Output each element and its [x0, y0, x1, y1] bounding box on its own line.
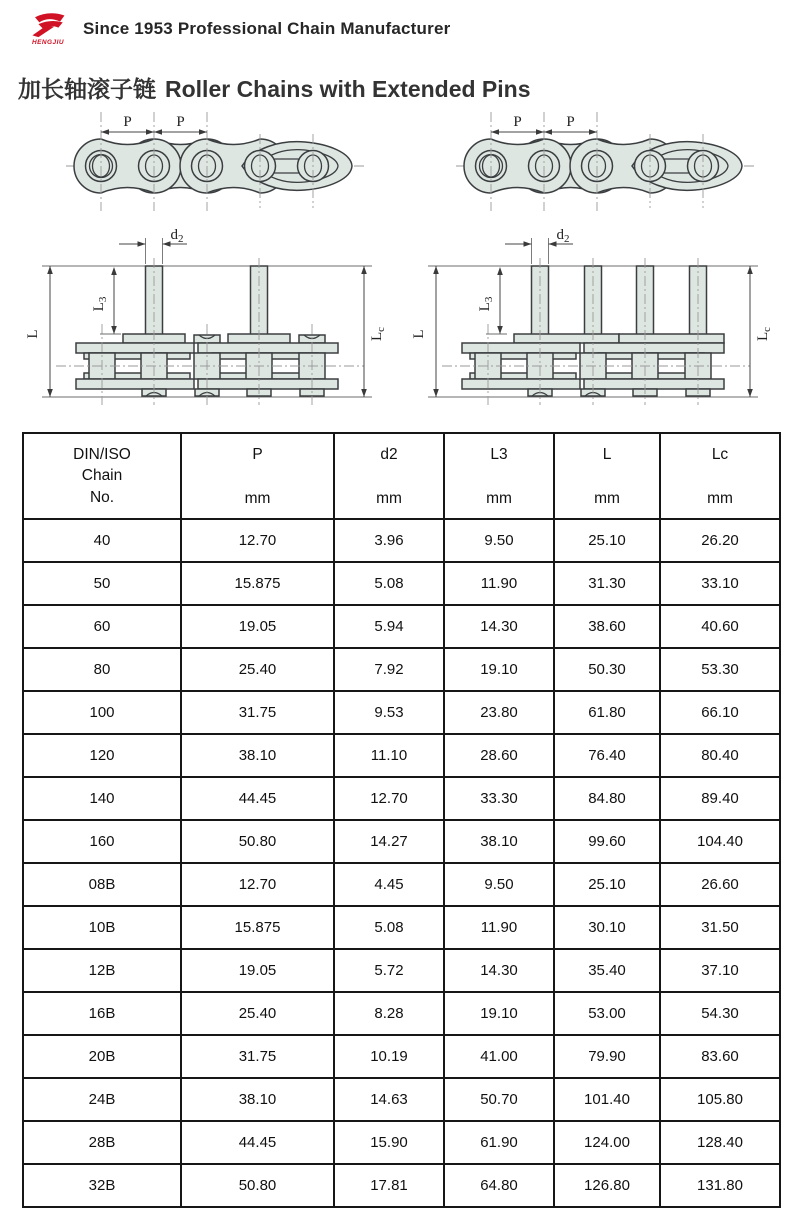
- table-row: [23, 519, 780, 562]
- cell-lc: 54.30: [660, 992, 780, 1035]
- cell-chain-no: 16B: [23, 992, 181, 1035]
- connecting-length-label: $L_c$: [369, 326, 387, 342]
- hengjiu-logo: [26, 12, 70, 46]
- cell-chain-no: 12B: [23, 949, 181, 992]
- cell-d2: 3.96: [334, 519, 444, 562]
- cell-chain-no: 120: [23, 734, 181, 777]
- dimension-table: [22, 432, 781, 1208]
- cell-l: 53.00: [554, 992, 660, 1035]
- cell-d2: 8.28: [334, 992, 444, 1035]
- cell-d2: 11.10: [334, 734, 444, 777]
- pin-diameter-label: $d_2$: [556, 227, 570, 245]
- col-label-l: L: [602, 446, 612, 463]
- table-row: [23, 1121, 780, 1164]
- cell-p: 38.10: [181, 1078, 334, 1121]
- cell-l: 84.80: [554, 777, 660, 820]
- cell-chain-no: 08B: [23, 863, 181, 906]
- cell-lc: 37.10: [660, 949, 780, 992]
- cell-l3: 19.10: [444, 648, 554, 691]
- cell-l: 30.10: [554, 906, 660, 949]
- cell-l: 25.10: [554, 863, 660, 906]
- cell-l: 61.80: [554, 691, 660, 734]
- pin-diameter-label: $d_2$: [170, 227, 184, 245]
- cell-l3: 19.10: [444, 992, 554, 1035]
- col-header-l3: [444, 433, 554, 519]
- page-title-en: Roller Chains with Extended Pins: [165, 76, 531, 103]
- cell-l3: 11.90: [444, 562, 554, 605]
- table-row: [23, 605, 780, 648]
- cell-p: 25.40: [181, 992, 334, 1035]
- table-header-row: [23, 433, 780, 519]
- cell-p: 44.45: [181, 777, 334, 820]
- cell-p: 15.875: [181, 562, 334, 605]
- cell-lc: 131.80: [660, 1164, 780, 1207]
- cell-chain-no: 24B: [23, 1078, 181, 1121]
- cell-l3: 14.30: [444, 605, 554, 648]
- cell-lc: 33.10: [660, 562, 780, 605]
- cell-lc: 26.60: [660, 863, 780, 906]
- cell-lc: 128.40: [660, 1121, 780, 1164]
- table-row: [23, 734, 780, 777]
- cell-l3: 11.90: [444, 906, 554, 949]
- cell-p: 31.75: [181, 691, 334, 734]
- connecting-length-label: $L_c$: [755, 326, 773, 342]
- cell-p: 19.05: [181, 949, 334, 992]
- cell-l: 31.30: [554, 562, 660, 605]
- col-unit-p: mm: [244, 490, 271, 507]
- cell-d2: 15.90: [334, 1121, 444, 1164]
- cell-p: 12.70: [181, 863, 334, 906]
- cell-d2: 17.81: [334, 1164, 444, 1207]
- col-unit-l: mm: [594, 490, 620, 507]
- table-row: [23, 648, 780, 691]
- extension-length-label: $L_3$: [91, 296, 109, 312]
- cell-l3: 41.00: [444, 1035, 554, 1078]
- cell-p: 50.80: [181, 820, 334, 863]
- cell-p: 50.80: [181, 1164, 334, 1207]
- cell-lc: 89.40: [660, 777, 780, 820]
- col-label-p: P: [252, 446, 263, 463]
- cell-d2: 14.63: [334, 1078, 444, 1121]
- cell-d2: 4.45: [334, 863, 444, 906]
- page-title-zh: 加长轴滚子链: [18, 76, 156, 103]
- cell-lc: 66.10: [660, 691, 780, 734]
- cell-chain-no: 50: [23, 562, 181, 605]
- table-row: [23, 1078, 780, 1121]
- cell-chain-no: 100: [23, 691, 181, 734]
- table-row: [23, 992, 780, 1035]
- cell-p: 31.75: [181, 1035, 334, 1078]
- table-row: [23, 1164, 780, 1207]
- cell-p: 38.10: [181, 734, 334, 777]
- cell-d2: 5.94: [334, 605, 444, 648]
- cell-lc: 31.50: [660, 906, 780, 949]
- diagram-chain-top-view-right: [446, 98, 766, 218]
- cell-d2: 9.53: [334, 691, 444, 734]
- cell-l: 99.60: [554, 820, 660, 863]
- cell-l3: 61.90: [444, 1121, 554, 1164]
- table-row: [23, 691, 780, 734]
- cell-l3: 28.60: [444, 734, 554, 777]
- cell-chain-no: 40: [23, 519, 181, 562]
- col-header-p: [181, 433, 334, 519]
- cell-lc: 26.20: [660, 519, 780, 562]
- cell-lc: 83.60: [660, 1035, 780, 1078]
- cell-l3: 64.80: [444, 1164, 554, 1207]
- cell-chain-no: 80: [23, 648, 181, 691]
- cell-d2: 12.70: [334, 777, 444, 820]
- cell-l: 79.90: [554, 1035, 660, 1078]
- cell-d2: 5.72: [334, 949, 444, 992]
- cell-d2: 10.19: [334, 1035, 444, 1078]
- pitch-label: P: [566, 114, 575, 130]
- table-row: [23, 820, 780, 863]
- col-unit-l3: mm: [486, 490, 512, 507]
- cell-chain-no: 140: [23, 777, 181, 820]
- cell-l: 76.40: [554, 734, 660, 777]
- cell-l3: 23.80: [444, 691, 554, 734]
- extension-length-label: $L_3$: [477, 296, 495, 312]
- col-unit-d2: mm: [376, 490, 402, 507]
- table-row: [23, 777, 780, 820]
- table-row: [23, 562, 780, 605]
- cell-l: 38.60: [554, 605, 660, 648]
- cell-p: 25.40: [181, 648, 334, 691]
- pitch-label: P: [123, 114, 132, 130]
- cell-l: 50.30: [554, 648, 660, 691]
- cell-l3: 38.10: [444, 820, 554, 863]
- table-row: [23, 863, 780, 906]
- cell-p: 19.05: [181, 605, 334, 648]
- cell-l: 35.40: [554, 949, 660, 992]
- cell-chain-no: 28B: [23, 1121, 181, 1164]
- cell-chain-no: 32B: [23, 1164, 181, 1207]
- cell-l: 126.80: [554, 1164, 660, 1207]
- overall-length-label: L: [411, 329, 427, 339]
- col-header-lc: [660, 433, 780, 519]
- col-label-l3: L3: [490, 446, 508, 463]
- pitch-label: P: [513, 114, 522, 130]
- cell-d2: 5.08: [334, 562, 444, 605]
- cell-p: 15.875: [181, 906, 334, 949]
- cell-p: 12.70: [181, 519, 334, 562]
- cell-l3: 14.30: [444, 949, 554, 992]
- cell-l: 25.10: [554, 519, 660, 562]
- col-unit-lc: mm: [707, 490, 733, 507]
- col-header-d2: [334, 433, 444, 519]
- cell-chain-no: 20B: [23, 1035, 181, 1078]
- cell-lc: 53.30: [660, 648, 780, 691]
- col-label-d2: d2: [380, 446, 398, 463]
- cell-l: 124.00: [554, 1121, 660, 1164]
- cell-l3: 9.50: [444, 519, 554, 562]
- cell-lc: 104.40: [660, 820, 780, 863]
- cell-chain-no: 10B: [23, 906, 181, 949]
- diagram-chain-top-view-left: [56, 98, 376, 218]
- col-header-chain-no-line1: DIN/ISO: [73, 445, 131, 463]
- col-header-l: [554, 433, 660, 519]
- diagram-extended-pin-side-view-every-pitch: [406, 224, 778, 412]
- col-label-lc: Lc: [711, 446, 729, 463]
- cell-d2: 14.27: [334, 820, 444, 863]
- cell-d2: 7.92: [334, 648, 444, 691]
- cell-d2: 5.08: [334, 906, 444, 949]
- brand-tagline: Since 1953 Professional Chain Manufacturer: [83, 19, 451, 38]
- brand-name: HENGJIU: [31, 39, 65, 46]
- col-header-chain-no-line2: Chain: [81, 467, 123, 485]
- cell-lc: 105.80: [660, 1078, 780, 1121]
- flag-logo-icon: [28, 12, 68, 38]
- cell-chain-no: 60: [23, 605, 181, 648]
- col-header-chain-no: [23, 433, 181, 519]
- cell-lc: 40.60: [660, 605, 780, 648]
- cell-l3: 33.30: [444, 777, 554, 820]
- diagram-extended-pin-side-view-alternate: [20, 224, 392, 412]
- col-header-chain-no-line3: No.: [89, 488, 115, 506]
- table-row: [23, 1035, 780, 1078]
- cell-p: 44.45: [181, 1121, 334, 1164]
- overall-length-label: L: [25, 329, 41, 339]
- cell-l: 101.40: [554, 1078, 660, 1121]
- table-row: [23, 949, 780, 992]
- cell-l3: 9.50: [444, 863, 554, 906]
- pitch-label: P: [176, 114, 185, 130]
- cell-l3: 50.70: [444, 1078, 554, 1121]
- brand-header: [26, 8, 450, 50]
- cell-chain-no: 160: [23, 820, 181, 863]
- table-row: [23, 906, 780, 949]
- cell-lc: 80.40: [660, 734, 780, 777]
